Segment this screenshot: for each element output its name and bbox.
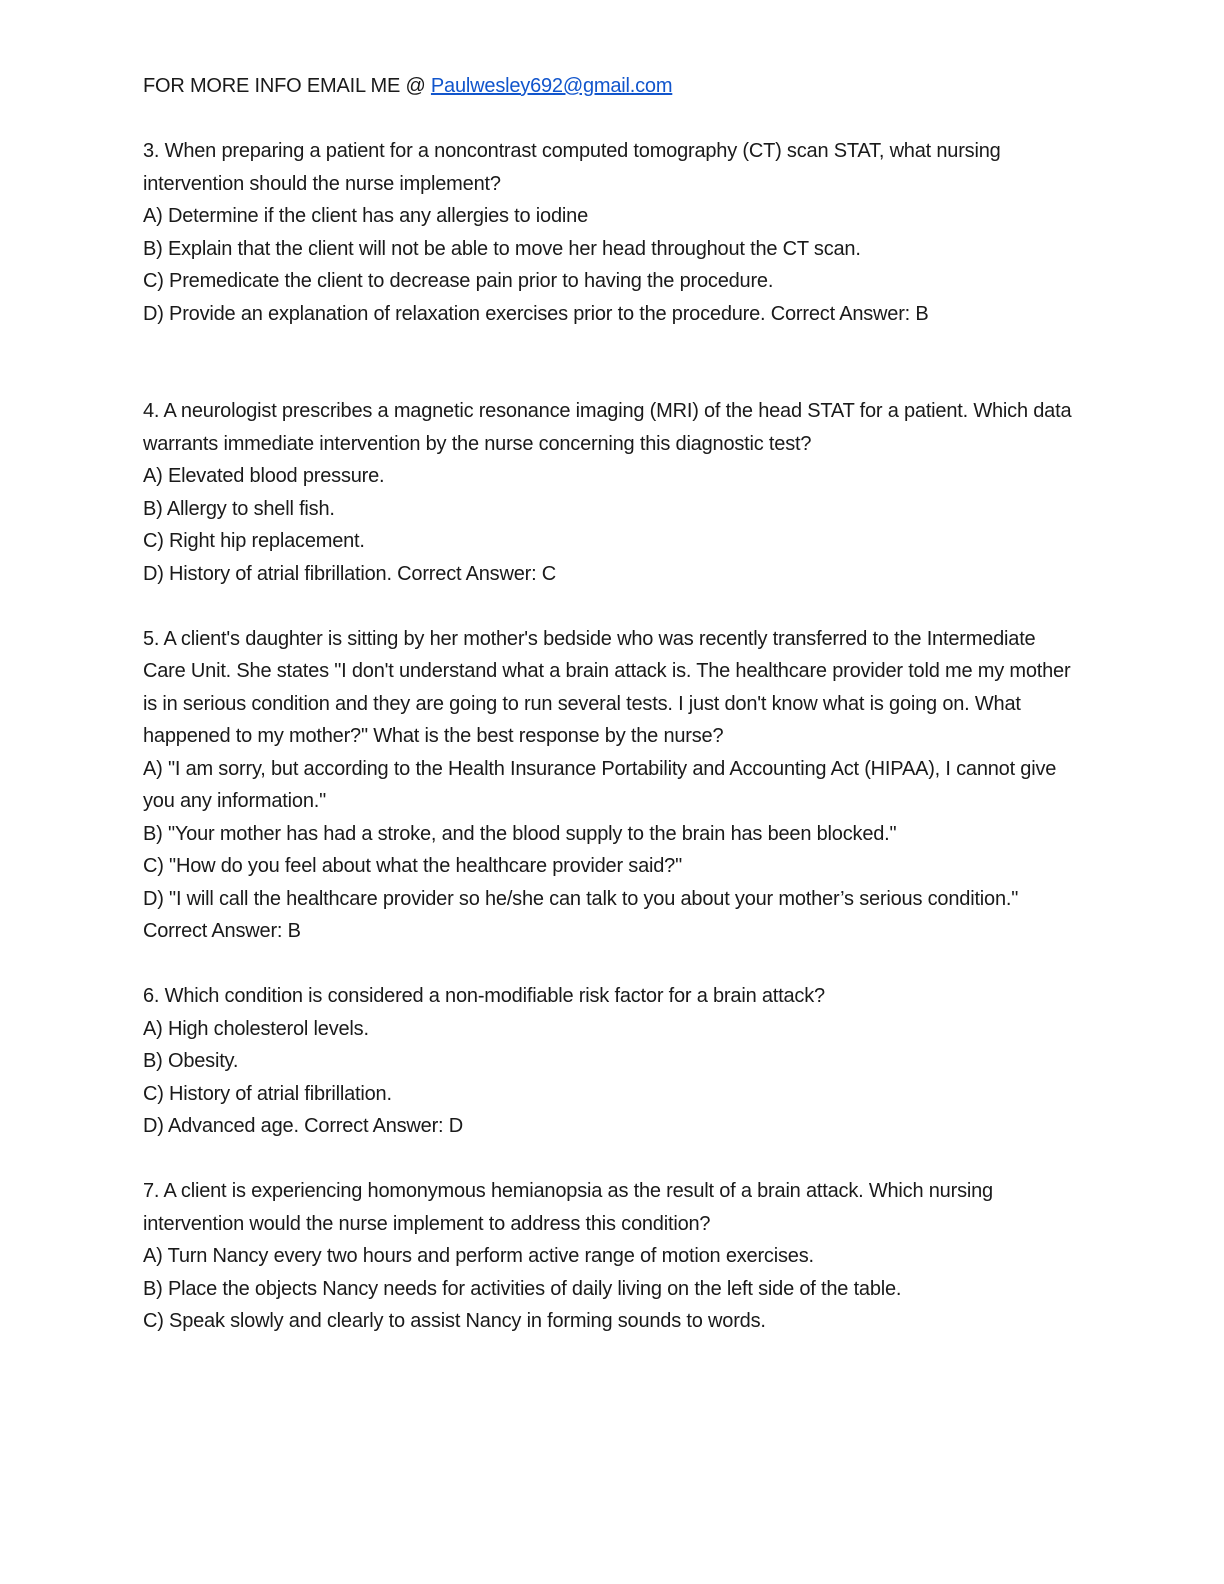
question-5 — [143, 623, 1083, 948]
answer-option-d: D) History of atrial fibrillation. Correct Answer: C — [143, 562, 557, 585]
answer-option-a: A) High cholesterol levels. — [143, 1017, 369, 1040]
answer-option-c: C) "How do you feel about what the healthcare provider said?" — [143, 855, 682, 877]
question-7 — [143, 1175, 1083, 1338]
question-stem: 6. Which condition is considered a non-modifiable risk factor for a brain attack? — [143, 985, 825, 1007]
answer-option-c: C) History of atrial fibrillation. — [143, 1082, 392, 1105]
question-stem: 3. When preparing a patient for a noncontrast computed tomography (CT) scan STAT, what nursing intervention should the nurse implement? — [143, 140, 1001, 195]
spacer — [143, 590, 1083, 623]
answer-option-c: C) Premedicate the client to decrease pain prior to having the procedure. — [143, 270, 774, 292]
answer-option-d: D) Provide an explanation of relaxation exercises prior to the procedure. Correct Answer: B — [143, 302, 929, 325]
answer-option-a: A) Elevated blood pressure. — [143, 465, 385, 487]
answer-option-d: D) Advanced age. Correct Answer: D — [143, 1115, 464, 1137]
answer-option-a: A) "I am sorry, but according to the Health Insurance Portability and Accounting Act (HIPAA), I cannot give you any information." — [143, 757, 1057, 812]
answer-option-b: B) Obesity. — [143, 1050, 239, 1072]
spacer — [143, 948, 1083, 981]
contact-prefix: FOR MORE INFO EMAIL ME @ — [143, 75, 431, 97]
question-4 — [143, 395, 1083, 590]
answer-option-c: C) Speak slowly and clearly to assist Nancy in forming sounds to words. — [143, 1310, 766, 1332]
contact-header — [143, 70, 1083, 103]
answer-option-b: B) Explain that the client will not be able to move her head throughout the CT scan. — [143, 237, 861, 260]
answer-option-c: C) Right hip replacement. — [143, 530, 365, 552]
spacer — [143, 103, 1083, 136]
email-link[interactable]: Paulwesley692@gmail.com — [430, 75, 673, 97]
answer-option-a: A) Determine if the client has any allergies to iodine — [143, 205, 588, 227]
document-content — [143, 70, 1083, 1338]
spacer — [143, 1143, 1083, 1176]
spacer — [143, 330, 1083, 395]
question-stem: 5. A client's daughter is sitting by her mother's bedside who was recently transferred to the Intermediate Care Unit. She states "I don't understand what a brain attack is. The healthcare provider told me my mother is in serious condition and they are going to run several tests. I just don't know what is going on. What happened to my mother?" What is the best response by the nurse? — [143, 627, 1071, 747]
question-stem: 4. A neurologist prescribes a magnetic resonance imaging (MRI) of the head STAT for a patient. Which data warrants immediate intervention by the nurse concerning this diagnostic test? — [143, 400, 1072, 455]
answer-option-b: B) "Your mother has had a stroke, and the blood supply to the brain has been blocked." — [143, 822, 897, 845]
question-6 — [143, 980, 1083, 1143]
answer-option-a: A) Turn Nancy every two hours and perform active range of motion exercises. — [143, 1245, 814, 1267]
question-3 — [143, 135, 1083, 330]
answer-option-b: B) Place the objects Nancy needs for activities of daily living on the left side of the table. — [143, 1277, 902, 1300]
question-stem: 7. A client is experiencing homonymous hemianopsia as the result of a brain attack. Which nursing intervention would the nurse implement to address this condition? — [143, 1180, 993, 1235]
answer-option-b: B) Allergy to shell fish. — [143, 497, 335, 520]
answer-option-d: D) "I will call the healthcare provider so he/she can talk to you about your mother’s serious condition." Correct Answer: B — [143, 887, 1019, 942]
